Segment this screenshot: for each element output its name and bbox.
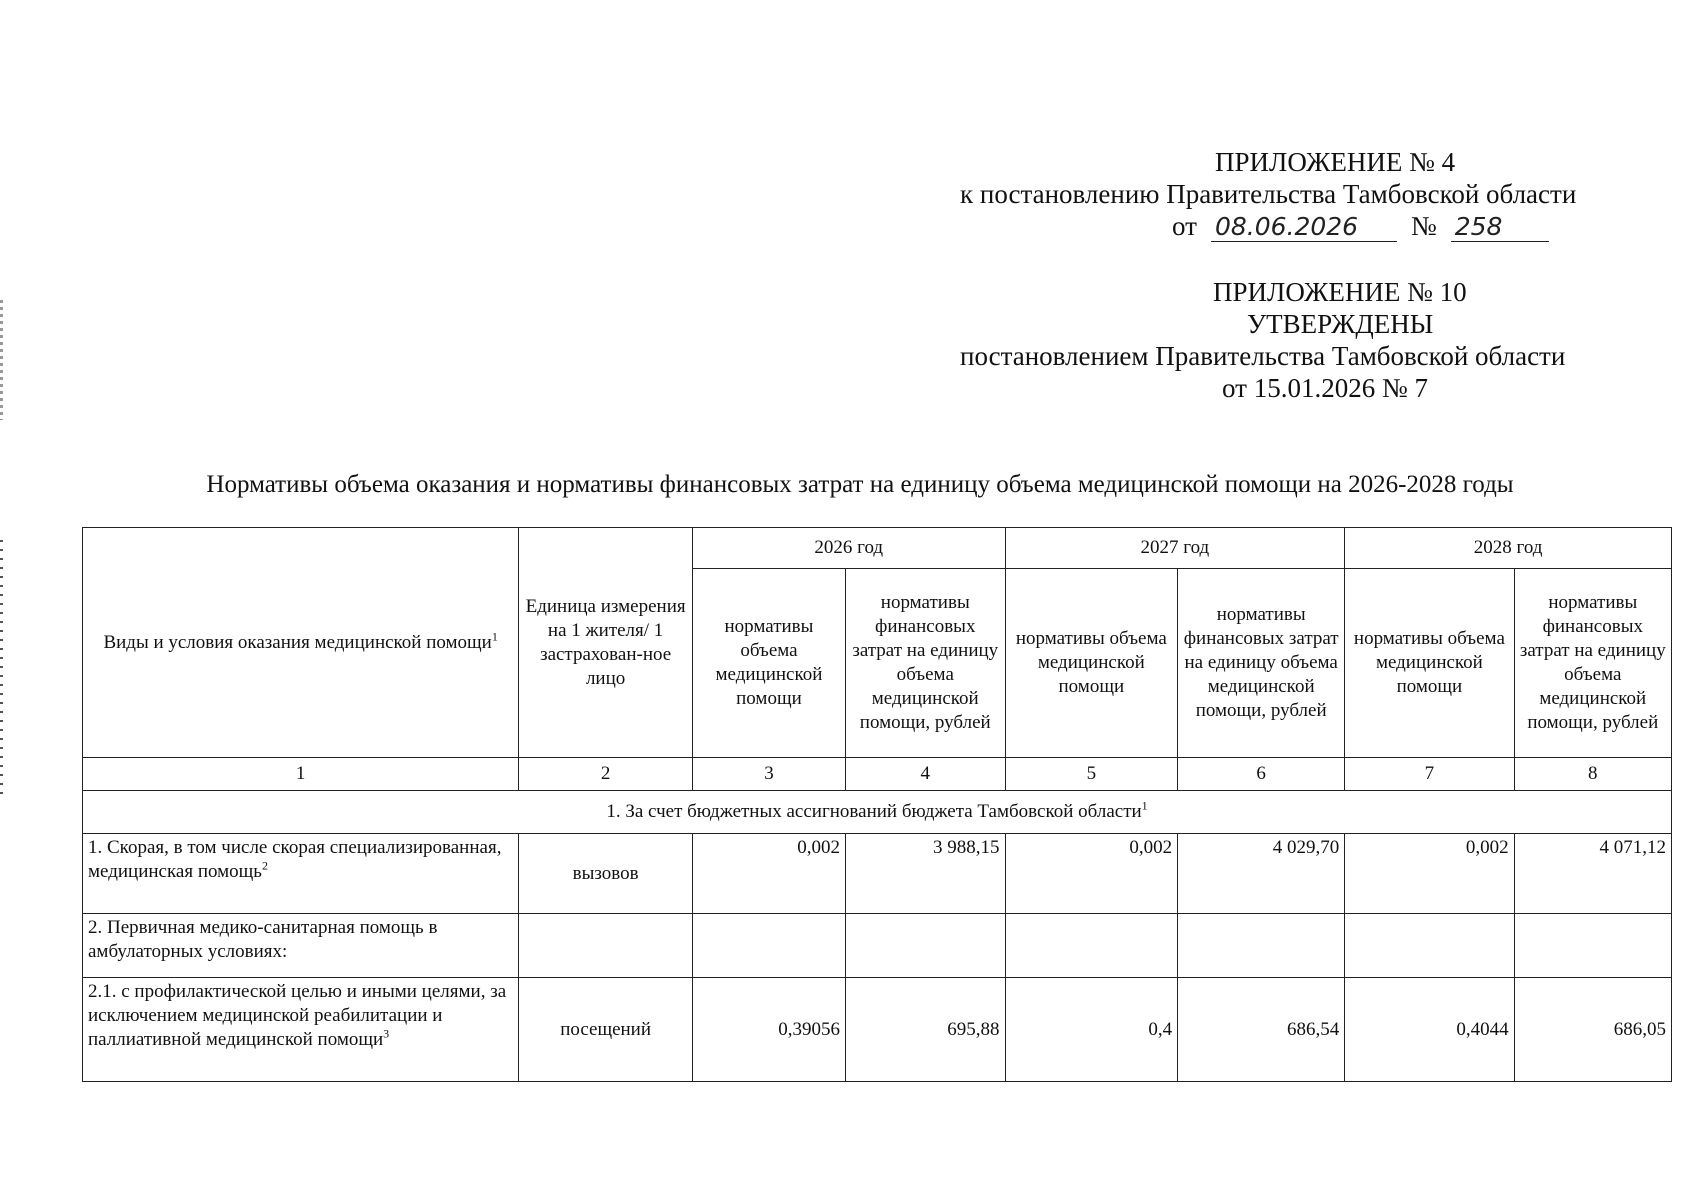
appendix-approved: УТВЕРЖДЕНЫ bbox=[1247, 309, 1434, 339]
value-volume-2026: 0,39056 bbox=[692, 978, 845, 1082]
table-header-row-years bbox=[83, 528, 1672, 569]
appendix-current-line2: к постановлению Правительства Тамбовской области bbox=[960, 179, 1577, 209]
header-unit bbox=[519, 528, 693, 758]
document-title: Нормативы объема оказания и нормативы финансовых затрат на единицу объема медицинской помощи на 2026-2028 годы bbox=[206, 471, 1514, 498]
appendix-original-title: ПРИЛОЖЕНИЕ № 10 bbox=[1213, 277, 1467, 307]
row-name: 2.1. с профилактической целью и иными целями, за исключением медицинской реабилитации и паллиативной медицинской помощи bbox=[88, 981, 507, 1050]
row-unit: посещений bbox=[519, 978, 693, 1082]
column-number: 8 bbox=[1514, 758, 1671, 791]
appendix-original-line3: постановлением Правительства Тамбовской области bbox=[960, 341, 1566, 371]
header-cost-2027: нормативы финансовых затрат на единицу объема медицинской помощи, рублей bbox=[1178, 569, 1345, 758]
column-number: 3 bbox=[692, 758, 845, 791]
column-number: 6 bbox=[1178, 758, 1345, 791]
row-unit: вызовов bbox=[519, 834, 693, 914]
table-row bbox=[83, 978, 1672, 1082]
appendix-original-block bbox=[960, 276, 1660, 404]
header-volume-2027: нормативы объема медицинской помощи bbox=[1005, 569, 1178, 758]
value-volume-2028: 0,4044 bbox=[1345, 978, 1514, 1082]
value-cost-2028: 686,05 bbox=[1514, 978, 1671, 1082]
date-prefix: от bbox=[1172, 211, 1197, 241]
header-cost-2026: нормативы финансовых затрат на единицу объема медицинской помощи, рублей bbox=[845, 569, 1005, 758]
footnote-marker: 1 bbox=[491, 629, 498, 644]
value-cost-2027 bbox=[1178, 914, 1345, 978]
column-number: 7 bbox=[1345, 758, 1514, 791]
footnote-marker: 2 bbox=[261, 858, 268, 873]
header-volume-2028: нормативы объема медицинской помощи bbox=[1345, 569, 1514, 758]
header-cost-2028: нормативы финансовых затрат на единицу объема медицинской помощи, рублей bbox=[1514, 569, 1671, 758]
row-name-cell bbox=[83, 834, 519, 914]
value-cost-2028: 4 071,12 bbox=[1514, 834, 1671, 914]
header-unit-label: Единица измерения на 1 жителя/ 1 застрахован-ное лицо bbox=[525, 595, 686, 689]
value-cost-2027: 686,54 bbox=[1178, 978, 1345, 1082]
value-cost-2026: 695,88 bbox=[845, 978, 1005, 1082]
section-heading bbox=[83, 791, 1672, 834]
column-number: 1 bbox=[83, 758, 519, 791]
number-prefix: № bbox=[1410, 211, 1437, 241]
value-cost-2027: 4 029,70 bbox=[1178, 834, 1345, 914]
handwritten-date: 08.06.2026 bbox=[1211, 213, 1397, 242]
column-number-row bbox=[83, 758, 1672, 791]
column-number: 4 bbox=[845, 758, 1005, 791]
header-year-2028: 2028 год bbox=[1345, 528, 1672, 569]
value-volume-2028: 0,002 bbox=[1345, 834, 1514, 914]
header-volume-2026: нормативы объема медицинской помощи bbox=[692, 569, 845, 758]
row-unit bbox=[519, 914, 693, 978]
row-name: 1. Скорая, в том числе скорая специализированная, медицинская помощь bbox=[88, 837, 502, 882]
row-name: 2. Первичная медико-санитарная помощь в амбулаторных условиях: bbox=[88, 917, 438, 962]
footnote-marker: 3 bbox=[383, 1026, 390, 1041]
value-volume-2026 bbox=[692, 914, 845, 978]
footnote-marker: 1 bbox=[1141, 798, 1148, 813]
row-name-cell bbox=[83, 978, 519, 1082]
norms-table bbox=[82, 527, 1672, 1082]
handwritten-number: 258 bbox=[1451, 213, 1549, 242]
header-year-2026: 2026 год bbox=[692, 528, 1005, 569]
table-row bbox=[83, 914, 1672, 978]
appendix-current-block bbox=[960, 146, 1660, 242]
column-number: 5 bbox=[1005, 758, 1178, 791]
section-row bbox=[83, 791, 1672, 834]
scan-edge-mark-lower bbox=[0, 540, 3, 800]
section-label: 1. За счет бюджетных ассигнований бюджета Тамбовской области bbox=[606, 801, 1142, 822]
appendix-current-title: ПРИЛОЖЕНИЕ № 4 bbox=[1215, 147, 1456, 177]
value-volume-2027 bbox=[1005, 914, 1178, 978]
scan-edge-mark bbox=[0, 300, 3, 420]
value-cost-2026 bbox=[845, 914, 1005, 978]
header-year-2027: 2027 год bbox=[1005, 528, 1345, 569]
appendix-original-line4: от 15.01.2026 № 7 bbox=[1222, 373, 1428, 403]
column-number: 2 bbox=[519, 758, 693, 791]
table-row bbox=[83, 834, 1672, 914]
value-volume-2027: 0,002 bbox=[1005, 834, 1178, 914]
value-volume-2027: 0,4 bbox=[1005, 978, 1178, 1082]
value-volume-2026: 0,002 bbox=[692, 834, 845, 914]
value-cost-2026: 3 988,15 bbox=[845, 834, 1005, 914]
value-cost-2028 bbox=[1514, 914, 1671, 978]
value-volume-2028 bbox=[1345, 914, 1514, 978]
header-kinds-conditions bbox=[83, 528, 519, 758]
row-name-cell bbox=[83, 914, 519, 978]
header-kinds-label: Виды и условия оказания медицинской помощи bbox=[103, 631, 492, 653]
appendix-current-date-line bbox=[1172, 210, 1660, 242]
